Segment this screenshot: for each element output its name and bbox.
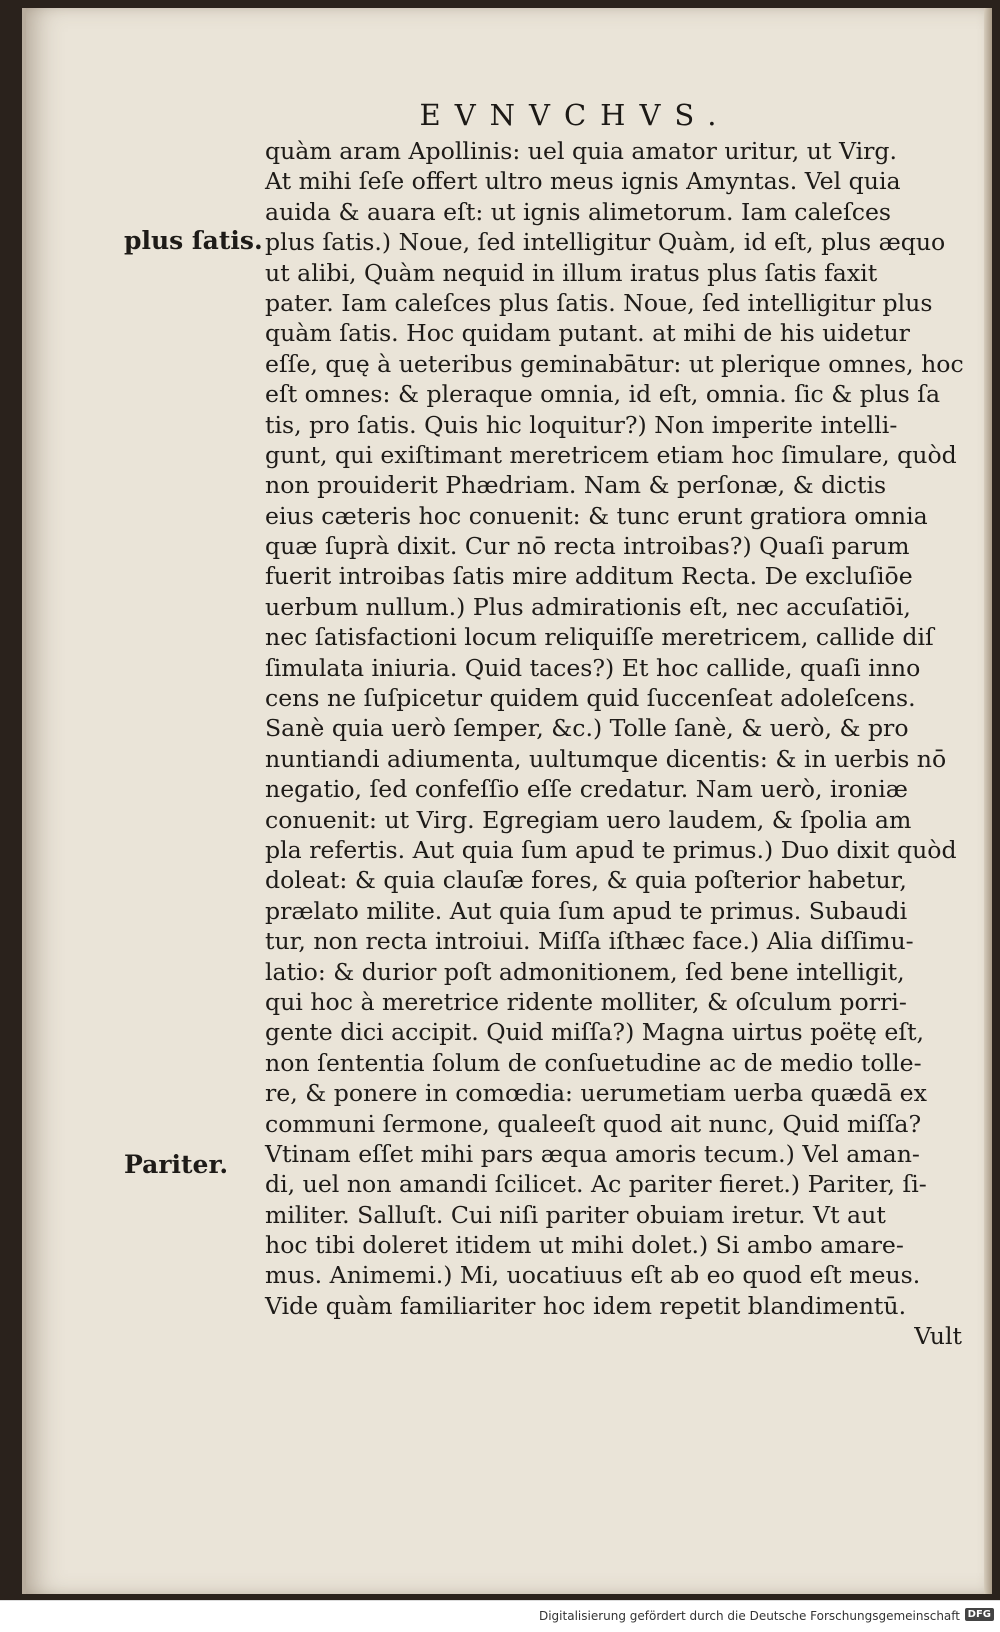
text-line: non ſententia ſolum de conſuetudine ac de medio tolle- (265, 1048, 922, 1077)
funding-notice: Digitalisierung gefördert durch die Deutsche Forschungsgemeinschaft (538, 1609, 960, 1623)
footer-bar (0, 1600, 1000, 1632)
text-line: prælato milite. Aut quia ſum apud te primus. Subaudi (265, 896, 908, 925)
text-line: eſſe, quę à ueteribus geminabātur: ut plerique omnes, hoc (265, 349, 964, 378)
text-line: mus. Animemi.) Mi, uocatiuus eſt ab eo quod eſt meus. (265, 1261, 921, 1290)
text-line: fuerit introibas ſatis mire additum Recta. De excluſiōe (265, 562, 913, 591)
text-line: nec ſatisfactioni locum reliquiſſe meretricem, callide diſ (265, 623, 934, 652)
text-line: qui hoc à meretrice ridente molliter, & oſculum porri- (265, 987, 907, 1016)
text-line: quàm ſatis. Hoc quidam putant. at mihi de his uidetur (265, 319, 910, 348)
text-line: eius cæteris hoc conuenit: & tunc erunt gratiora omnia (265, 501, 928, 530)
text-line: latio: & durior poſt admonitionem, ſed bene intelligit, (265, 957, 905, 986)
text-line: ut alibi, Quàm nequid in illum iratus plus ſatis faxit (265, 258, 878, 287)
text-line: Sanè quia uerò ſemper, &c.) Tolle ſanè, & uerò, & pro (265, 714, 909, 743)
text-line: communi ſermone, qualeeſt quod ait nunc, Quid miſſa? (265, 1109, 922, 1138)
running-head: EVNVCHVS. (419, 98, 731, 132)
page-edge (984, 8, 992, 1594)
text-line: hoc tibi doleret itidem ut mihi dolet.) Si ambo amare- (265, 1231, 904, 1260)
text-line: uerbum nullum.) Plus admirationis eſt, nec accuſatiōi, (265, 592, 911, 621)
text-line: re, & ponere in comœdia: uerumetiam uerba quædā ex (265, 1079, 927, 1108)
text-line: auida & auara eſt: ut ignis alimetorum. Iam caleſces (265, 197, 892, 226)
text-line: gente dici accipit. Quid miſſa?) Magna uirtus poëtę eſt, (265, 1018, 925, 1047)
text-line: di, uel non amandi ſcilicet. Ac pariter fieret.) Pariter, ſi- (265, 1170, 927, 1199)
text-line: pater. Iam caleſces plus ſatis. Noue, ſed intelligitur plus (265, 288, 933, 317)
text-line: negatio, ſed confeſſio eſſe credatur. Nam uerò, ironiæ (265, 775, 908, 804)
text-line: conuenit: ut Virg. Egregiam uero laudem, & ſpolia am (265, 805, 912, 834)
text-line: cens ne ſuſpicetur quidem quid ſuccenſeat adoleſcens. (265, 684, 916, 713)
text-line: militer. Salluſt. Cui niſi pariter obuiam iretur. Vt aut (265, 1200, 886, 1229)
text-line: gunt, qui exiſtimant meretricem etiam hoc ſimulare, quòd (265, 440, 957, 469)
text-line: Vtinam eſſet mihi pars æqua amoris tecum.) Vel aman- (265, 1139, 920, 1168)
text-line: pla refertis. Aut quia ſum apud te primus.) Duo dixit quòd (265, 835, 957, 864)
text-line: tis, pro ſatis. Quis hic loquitur?) Non imperite intelli- (265, 410, 898, 439)
text-line: non prouiderit Phædriam. Nam & perſonæ, & dictis (265, 471, 887, 500)
dfg-logo: DFG (965, 1608, 994, 1621)
text-line: tur, non recta introiui. Miſſa iſthæc face.) Alia diſſimu- (265, 927, 914, 956)
text-line: Vide quàm familiariter hoc idem repetit blandimentū. (265, 1291, 907, 1320)
text-line: nuntiandi adiumenta, uultumque dicentis: & in uerbis nō (265, 744, 947, 773)
text-line: ſimulata iniuria. Quid taces?) Et hoc callide, quaſi inno (265, 653, 921, 682)
margin-note-pariter: Pariter. (124, 1150, 229, 1179)
text-line: doleat: & quia clauſæ fores, & quia poſterior habetur, (265, 866, 907, 895)
commentary-text-block (265, 136, 970, 1352)
margin-note-plus-satis: plus ſatis. (124, 226, 263, 255)
text-line: At mihi ſeſe offert ultro meus ignis Amyntas. Vel quia (265, 167, 901, 196)
text-line: quæ ſuprà dixit. Cur nō recta introibas?) Quaſi parum (265, 532, 910, 561)
text-line: plus ſatis.) Noue, ſed intelligitur Quàm, id eſt, plus æquo (265, 228, 946, 257)
text-line: quàm aram Apollinis: uel quia amator uritur, ut Virg. (265, 137, 897, 165)
text-line: eſt omnes: & pleraque omnia, id eſt, omnia. ſic & plus ſa (265, 380, 941, 409)
text-line: Vult (914, 1322, 962, 1351)
